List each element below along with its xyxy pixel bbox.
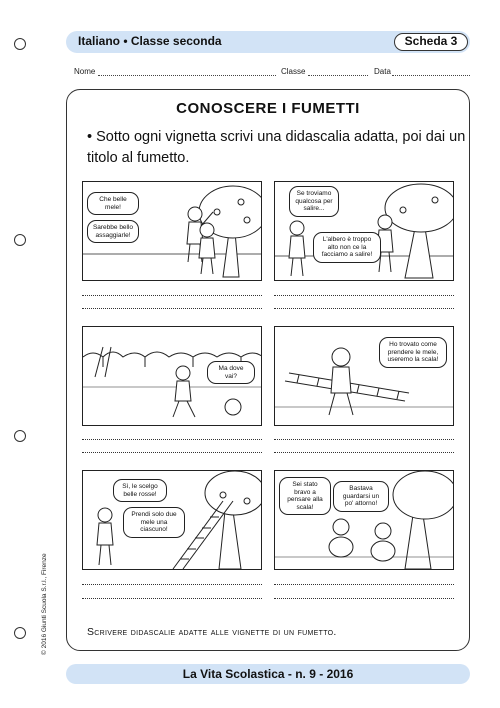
caption-line[interactable] [274,584,454,585]
speech-bubble: Sei stato bravo a pensare alla scala! [279,477,331,515]
copyright-credit: © 2016 Giunti Scuola S.r.l., Firenze [41,553,48,655]
nome-label: Nome [74,67,96,76]
worksheet-title: CONOSCERE I FUMETTI [176,100,360,117]
header-bar [66,31,470,53]
student-fields [74,67,474,79]
footer-bar: La Vita Scolastica - n. 9 - 2016 [66,664,470,684]
comic-panel-1 [82,181,262,281]
comic-panel-6 [274,470,454,570]
speech-bubble: Ma dove vai? [207,361,255,384]
data-label: Data [374,67,391,76]
nome-field[interactable] [98,67,276,76]
comic-panel-2 [274,181,454,281]
caption-line[interactable] [82,439,262,440]
caption-line[interactable] [274,308,454,309]
comic-panel-3 [82,326,262,426]
caption-line[interactable] [274,452,454,453]
speech-bubble: Ho trovato come prendere le mele, useremo la scala! [379,337,447,368]
speech-bubble: Sarebbe bello assaggiarle! [87,220,139,243]
instruction-text: • Sotto ogni vignetta scrivi una didascalia adatta, poi dai un titolo al fumetto. [87,129,466,166]
binder-hole [14,627,26,639]
binder-hole [14,234,26,246]
subject-label: Italiano • Classe seconda [78,34,222,48]
caption-line[interactable] [82,295,262,296]
binder-hole [14,38,26,50]
speech-bubble: Che belle mele! [87,192,139,215]
speech-bubble: Sì, le scelgo belle rosse! [113,479,167,502]
comic-panel-4 [274,326,454,426]
speech-bubble: Bastava guardarsi un po' attorno! [333,481,389,512]
classe-label: Classe [281,67,306,76]
caption-line[interactable] [82,308,262,309]
caption-line[interactable] [82,584,262,585]
caption-line[interactable] [274,439,454,440]
speech-bubble: L'albero è troppo alto non ce la facciamo a salire! [313,232,381,263]
caption-line[interactable] [82,598,262,599]
speech-bubble: Se troviamo qualcosa per salire... [289,186,339,217]
caption-line[interactable] [274,598,454,599]
classe-field[interactable] [308,67,368,76]
caption-line[interactable] [274,295,454,296]
objective-note: Scrivere didascalie adatte alle vignette di un fumetto. [87,626,337,638]
comic-panel-5 [82,470,262,570]
data-field[interactable] [392,67,470,76]
speech-bubble: Prendi solo due mele una ciascuno! [123,507,185,538]
caption-line[interactable] [82,452,262,453]
scheda-badge: Scheda 3 [394,33,468,51]
binder-hole [14,430,26,442]
